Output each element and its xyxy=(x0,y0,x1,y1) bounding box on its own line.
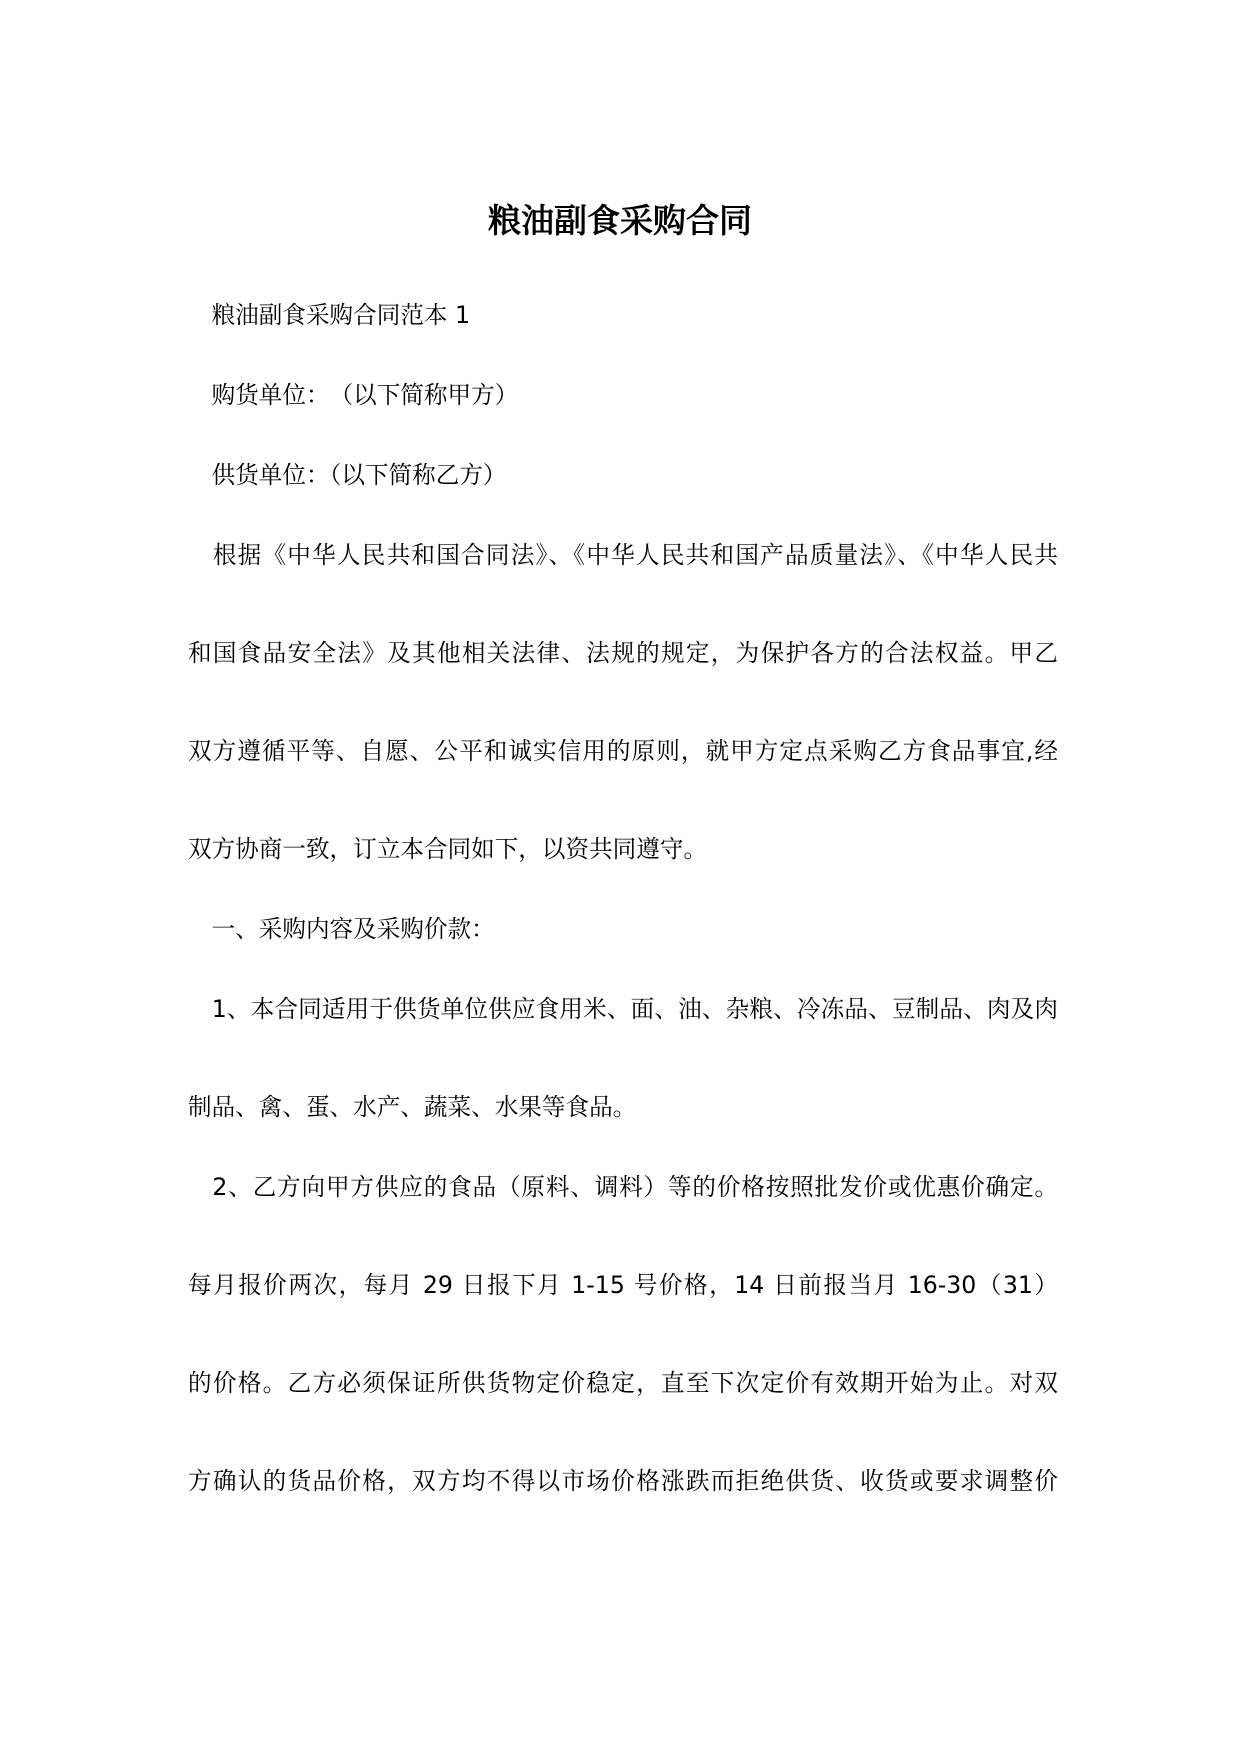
paragraph-line: 的价格。乙方必须保证所供货物定价稳定，直至下次定价有效期开始为止。对双 xyxy=(188,1369,1058,1397)
document-title: 粮油副食采购合同 xyxy=(488,201,752,240)
paragraph-line: 购货单位： （以下简称甲方） xyxy=(188,381,519,409)
paragraph-line: 1、本合同适用于供货单位供应食用米、面、油、杂粮、冷冻品、豆制品、肉及肉 xyxy=(188,995,1058,1023)
paragraph-line: 粮油副食采购合同范本 1 xyxy=(188,301,471,329)
paragraph-line: 2、乙方向甲方供应的食品（原料、调料）等的价格按照批发价或优惠价确定。 xyxy=(188,1173,1058,1201)
paragraph-line: 一、采购内容及采购价款： xyxy=(188,915,495,943)
paragraph-line: 和国食品安全法》及其他相关法律、法规的规定，为保护各方的合法权益。甲乙 xyxy=(188,639,1058,667)
paragraph-line: 方确认的货品价格，双方均不得以市场价格涨跌而拒绝供货、收货或要求调整价 xyxy=(188,1467,1058,1495)
paragraph-line: 双方遵循平等、自愿、公平和诚实信用的原则，就甲方定点采购乙方食品事宜,经 xyxy=(188,737,1058,765)
paragraph-line: 根据《中华人民共和国合同法》、《中华人民共和国产品质量法》、《中华人民共 xyxy=(188,541,1058,569)
paragraph-line: 每月报价两次，每月 29 日报下月 1-15 号价格，14 日前报当月 16-30（31） xyxy=(188,1271,1058,1299)
paragraph-line: 供货单位：（以下简称乙方） xyxy=(188,461,507,489)
paragraph-line: 双方协商一致，订立本合同如下，以资共同遵守。 xyxy=(188,835,708,863)
paragraph-line: 制品、禽、蛋、水产、蔬菜、水果等食品。 xyxy=(188,1093,637,1121)
